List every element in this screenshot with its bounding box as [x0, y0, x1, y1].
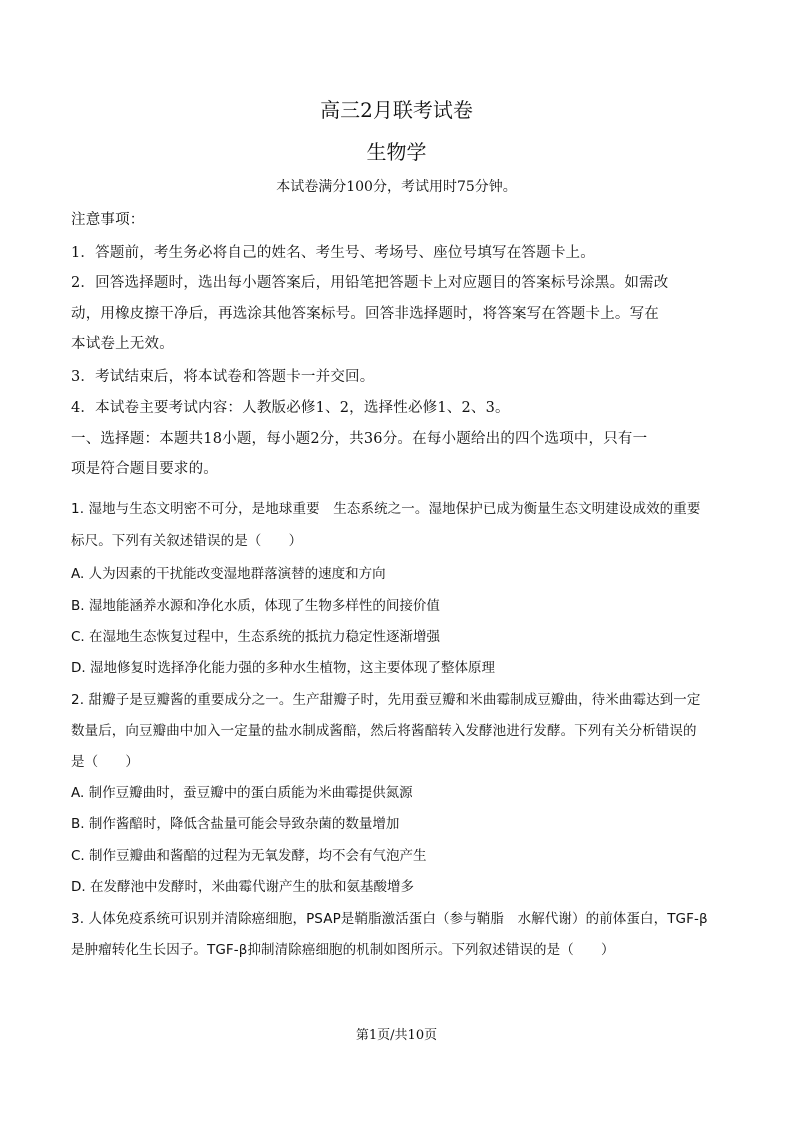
notice-item-2-line-3: 本试卷上无效。	[71, 336, 174, 352]
notice-item-3: 3．考试结束后，将本试卷和答题卡一并交回。	[71, 369, 375, 385]
question-1-option-c: C. 在湿地生态恢复过程中，生态系统的抵抗力稳定性逐渐增强	[71, 629, 441, 645]
question-2-option-a: A. 制作豆瓣曲时，蚕豆瓣中的蛋白质能为米曲霉提供氮源	[71, 785, 413, 801]
question-2-option-d: D. 在发酵池中发酵时，米曲霉代谢产生的肽和氨基酸增多	[71, 879, 414, 895]
question-2-stem-line-1: 2. 甜瓣子是豆瓣酱的重要成分之一。生产甜瓣子时，先用蚕豆瓣和米曲霉制成豆瓣曲，待米曲霉达到一定	[71, 692, 701, 708]
question-1-option-b: B. 湿地能涵养水源和净化水质，体现了生物多样性的间接价值	[71, 598, 440, 614]
question-2-option-c: C. 制作豆瓣曲和酱醅的过程为无氧发酵，均不会有气泡产生	[71, 848, 427, 864]
question-1-option-d: D. 湿地修复时选择净化能力强的多种水生植物，这主要体现了整体原理	[71, 660, 495, 676]
notice-item-4: 4．本试卷主要考试内容：人教版必修1、2，选择性必修1、2、3。	[71, 400, 510, 416]
question-3-stem-line-1: 3. 人体免疫系统可识别并清除癌细胞，PSAP是鞘脂激活蛋白（参与鞘脂 水解代谢）的前体蛋白，TGF-β	[71, 911, 708, 927]
subject-title: 生物学	[366, 140, 427, 164]
question-1-stem-line-2: 标尺。下列有关叙述错误的是（ ）	[71, 533, 303, 549]
section-heading-line-2: 项是符合题目要求的。	[71, 461, 218, 477]
notice-item-2-line-2: 动，用橡皮擦干净后，再选涂其他答案标号。回答非选择题时，将答案写在答题卡上。写在	[71, 306, 659, 322]
question-2-stem-line-2: 数量后，向豆瓣曲中加入一定量的盐水制成酱醅，然后将酱醅转入发酵池进行发酵。下列有关分析错误的	[71, 723, 697, 739]
notice-item-2-line-1: 2．回答选择题时，选出每小题答案后，用铅笔把答题卡上对应题目的答案标号涂黑。如需改	[71, 275, 669, 291]
notice-heading: 注意事项：	[71, 212, 145, 228]
notice-item-1: 1．答题前，考生务必将自己的姓名、考生号、考场号、座位号填写在答题卡上。	[71, 245, 595, 261]
question-1-option-a: A. 人为因素的干扰能改变湿地群落演替的速度和方向	[71, 566, 386, 582]
section-heading-line-1: 一、选择题：本题共18小题，每小题2分，共36分。在每小题给出的四个选项中，只有一	[71, 431, 648, 447]
question-2-option-b: B. 制作酱醅时，降低含盐量可能会导致杂菌的数量增加	[71, 816, 400, 832]
question-2-stem-line-3: 是（ ）	[71, 754, 139, 770]
exam-meta: 本试卷满分100分，考试用时75分钟。	[276, 179, 517, 195]
question-1-stem-line-1: 1. 湿地与生态文明密不可分，是地球重要 生态系统之一。湿地保护已成为衡量生态文明建设成效的重要	[71, 501, 701, 517]
page-number: 第1页/共10页	[355, 1028, 438, 1043]
question-3-stem-line-2: 是肿瘤转化生长因子。TGF-β抑制清除癌细胞的机制如图所示。下列叙述错误的是（ ）	[71, 942, 615, 958]
exam-title: 高三2月联考试卷	[320, 98, 473, 122]
